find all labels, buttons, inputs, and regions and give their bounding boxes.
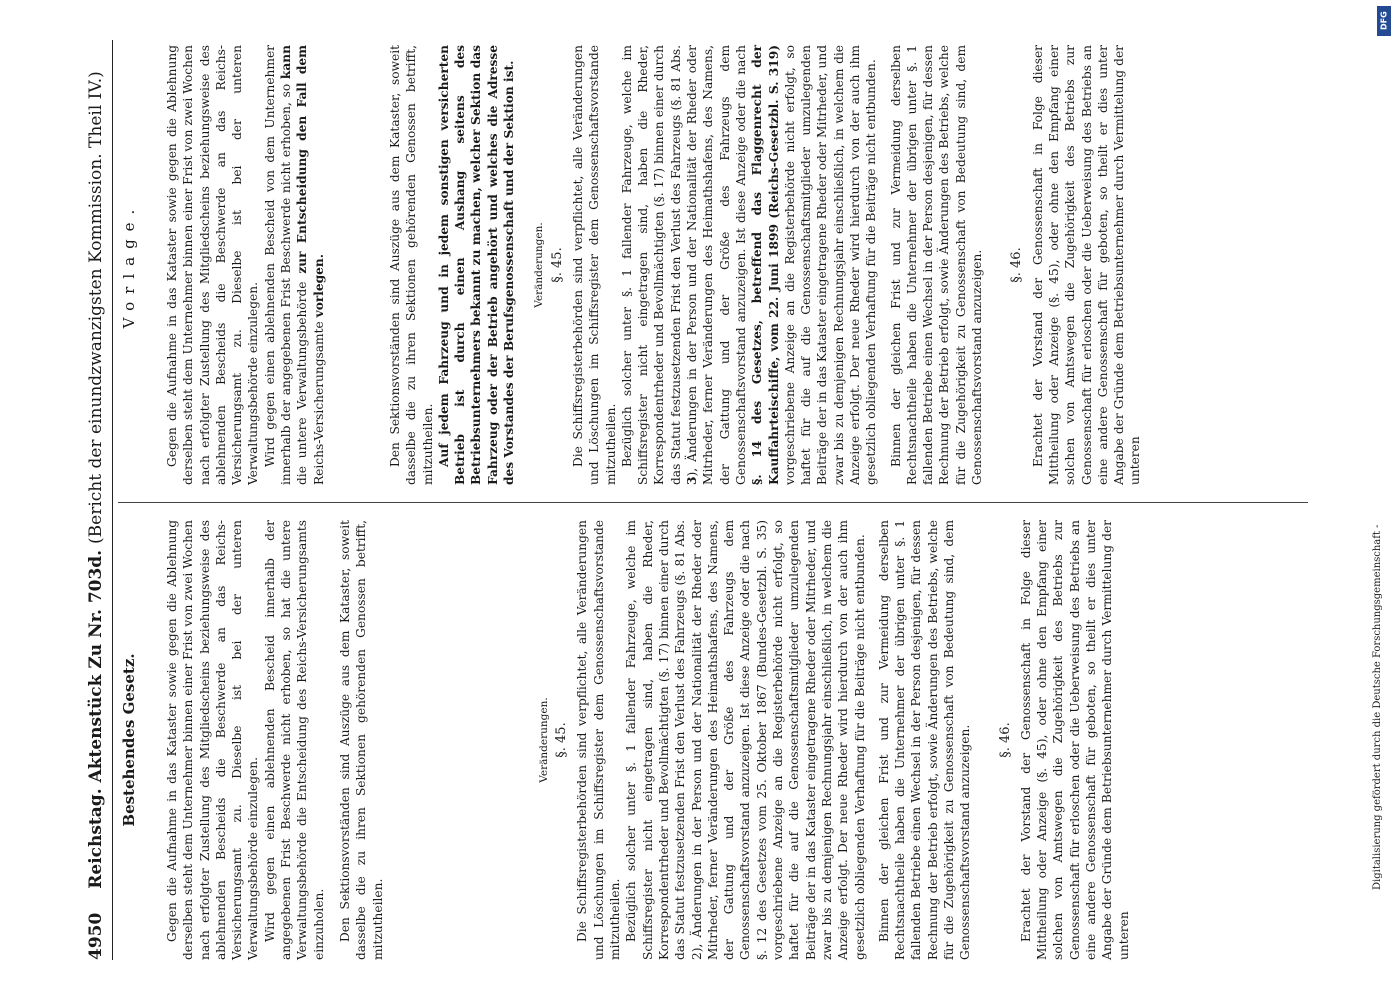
left-column — [120, 520, 1132, 960]
left-p2: Wird gegen einen ablehnenden Bescheid innerhalb der angegebenen Frist Beschwerde nicht erhoben, so hat die untere Verwaltungsbehörde die Entscheidung des Reichs-Versicherungsamts einzuholen. — [262, 520, 326, 960]
right-p1: Gegen die Aufnahme in das Kataster sowie gegen die Ablehnung derselben steht dem Unternehmer binnen einer Frist von zwei Wochen nach erfolgter Zustellung des Mitgliedscheins beziehungsweise des ablehnenden Bescheids die Beschwerde an das Reichs-Versicherungsamt zu. Dieselbe ist bei der unteren Verwaltungsbehörde einzulegen. — [165, 45, 261, 485]
right-p6: Binnen der gleichen Frist und zur Vermeidung derselben Rechtsnachtheile haben die Unternehmer der übrigen unter §. 1 fallenden Betriebe einen Wechsel in der Person desjenigen, für dessen Rechnung der Betrieb erfolgt, sowie Änderungen des Betriebs, welche für die Zugehörigkeit zu Genossenschaft von Bedeutung sind, dem Genossenschaftsvorstand anzuzeigen. — [888, 45, 985, 485]
header-rule — [112, 40, 113, 960]
right-p2: Wird gegen einen ablehnenden Bescheid von dem Unternehmer innerhalb der angegebenen Frist Beschwerde nicht erhoben, so kann die untere Verwaltungsbehörde zur Entscheidung den Fall dem Reichs-Versicherungsamte vorlegen. — [262, 45, 326, 485]
right-p4: Die Schiffsregisterbehörden sind verpflichtet, alle Veränderungen und Löschungen im Schiffsregister dem Genossenschaftsvorstande mitzutheilen. — [570, 45, 618, 485]
right-column — [120, 45, 1144, 485]
right-p7: Erachtet der Vorstand der Genossenschaft in Folge dieser Mittheilung oder Anzeige (§. 45), oder ohne den Empfang einer solchen von Amtswegen die Zugehörigkeit des Betriebs zur Genossenschaft für erloschen oder die Ueberweisung des Betriebs an eine andere Genossenschaft für geboten, so theilt er dies unter Angabe der Gründe dem Betriebsunternehmer durch Vermittelung der unteren — [1030, 45, 1143, 485]
left-subheading: Veränderungen. — [537, 697, 550, 783]
left-p5: Bezüglich solcher unter §. 1 fallender Fahrzeuge, welche im Schiffsregister nicht eingetragen sind, haben die Rheder, Korrespondentrheder und Bevollmächtigten (§. 17) binnen einer durch das Statut festzusetzenden Frist den Verlust des Fahrzeugs (§. 81 Abs. 2), Änderungen in der Person und der Nationalität der Rheder oder Mitrheder, ferner Veränderungen des Heimathshafens, des Namens, der Gattung und der Größe des Fahrzeugs dem Genossenschaftsvorstand anzuzeigen. Ist diese Anzeige oder die nach §. 12 des Gesetzes vom 25. Oktober 1867 (Bundes-Gesetzbl. S. 35) vorgeschriebene Anzeige an die Registerbehörde nicht erfolgt, so haftet für die auf die Genossenschaftsmitglieder umzulegenden Beiträge der in das Kataster eingetragene Rheder oder Mitrheder, und zwar bis zu demjenigen Rechnungsjahr einschließlich, in welchem die Anzeige erfolgt. Der neue Rheder wird hierdurch von der auch ihm gesetzlich obliegenden Verhaftung für die Beiträge nicht entbunden. — [624, 520, 867, 960]
page-header — [86, 40, 106, 960]
right-p3b: Auf jedem Fahrzeug und in jedem sonstigen versicherten Betrieb ist durch einen Aushang seitens des Betriebsunternehmers bekannt zu machen, welcher Sektion das Fahrzeug oder der Betrieb angehört und welches die Adresse des Vorstandes der Berufsgenossenschaft und der Sektion ist. — [436, 45, 517, 485]
right-column-title: Vorlage. — [120, 201, 138, 329]
left-p3: Den Sektionsvorständen sind Auszüge aus dem Kataster, soweit dasselbe die zu ihren Sektionen gehörenden Genossen betrifft, mitzutheilen. — [337, 520, 385, 960]
right-section-45: §. 45. — [549, 247, 565, 283]
column-divider — [118, 502, 1308, 503]
left-p7: Erachtet der Vorstand der Genossenschaft in Folge dieser Mittheilung oder Anzeige (§. 45), oder ohne den Empfang einer solchen von Amtswegen die Zugehörigkeit des Betriebs zur Genossenschaft für erloschen oder die Ueberweisung des Betriebs an eine andere Genossenschaft für geboten, so theilt er dies unter Angabe der Gründe dem Betriebsunternehmer durch Vermittelung der unteren — [1018, 520, 1131, 960]
left-column-title: Bestehendes Gesetz. — [120, 653, 138, 827]
right-subheading: Veränderungen. — [533, 222, 546, 308]
left-p4: Die Schiffsregisterbehörden sind verpflichtet, alle Veränderungen und Löschungen im Schiffsregister dem Genossenschaftsvorstande mitzutheilen. — [575, 520, 623, 960]
right-column-text — [164, 45, 1144, 485]
right-section-46: §. 46. — [1009, 247, 1025, 283]
digitization-credit: Digitalisierung gefördert durch die Deutsche Forschungsgemeinschaft - — [1372, 524, 1383, 890]
dfg-logo: DFG — [1377, 6, 1391, 36]
left-column-text — [164, 520, 1132, 960]
header-subtitle: (Bericht der einundzwanzigsten Kommission. Theil IV.) — [86, 71, 106, 544]
left-p6: Binnen der gleichen Frist und zur Vermeidung derselben Rechtsnachtheile haben die Unternehmer der übrigen unter §. 1 fallenden Betriebe einen Wechsel in der Person desjenigen, für dessen Rechnung der Betrieb erfolgt, sowie Änderungen des Betriebs, welche für die Zugehörigkeit zu Genossenschaft von Bedeutung sind, dem Genossenschaftsvorstand anzuzeigen. — [876, 520, 973, 960]
left-p1: Gegen die Aufnahme in das Kataster sowie gegen die Ablehnung derselben steht dem Unternehmer binnen einer Frist von zwei Wochen nach erfolgter Zustellung des Mitgliedscheins beziehungsweise des ablehnenden Bescheids die Beschwerde an das Reichs-Versicherungsamt zu. Dieselbe ist bei der unteren Verwaltungsbehörde einzulegen. — [165, 520, 261, 960]
page-number: 4950 — [86, 912, 106, 960]
left-section-46: §. 46. — [997, 722, 1013, 758]
left-section-45: §. 45. — [554, 722, 570, 758]
right-p3: Den Sektionsvorständen sind Auszüge aus dem Kataster, soweit dasselbe die zu ihren Sektionen gehörenden Genossen betrifft, mitzutheilen. — [387, 45, 435, 485]
right-p5: Bezüglich solcher unter §. 1 fallender Fahrzeuge, welche im Schiffsregister nicht eingetragen sind, haben die Rheder, Korrespondentrheder und Bevollmächtigten (§. 17) binnen einer durch das Statut festzusetzenden Frist den Verlust des Fahrzeugs (§. 81 Abs. 3), Änderungen in der Person und der Nationalität der Rheder oder Mitrheder, ferner Veränderungen des Heimathshafens, des Namens, der Gattung und der Größe des Fahrzeugs dem Genossenschaftsvorstand anzuzeigen. Ist diese Anzeige oder die nach §. 14 des Gesetzes, betreffend das Flaggenrecht der Kauffahrteischiffe, vom 22. Juni 1899 (Reichs-Gesetzbl. S. 319) vorgeschriebene Anzeige an die Registerbehörde nicht erfolgt, so haftet für die auf die Genossenschaftsmitglieder umzulegenden Beiträge der in das Kataster eingetragene Rheder oder Mitrheder, und zwar bis zu demjenigen Rechnungsjahr einschließlich, in welchem die Anzeige erfolgt. Der neue Rheder wird hierdurch von der auch ihm gesetzlich obliegenden Verhaftung für die Beiträge nicht entbunden. — [619, 45, 879, 485]
header-title: Reichstag. Aktenstück Zu Nr. 703d. — [86, 549, 106, 889]
